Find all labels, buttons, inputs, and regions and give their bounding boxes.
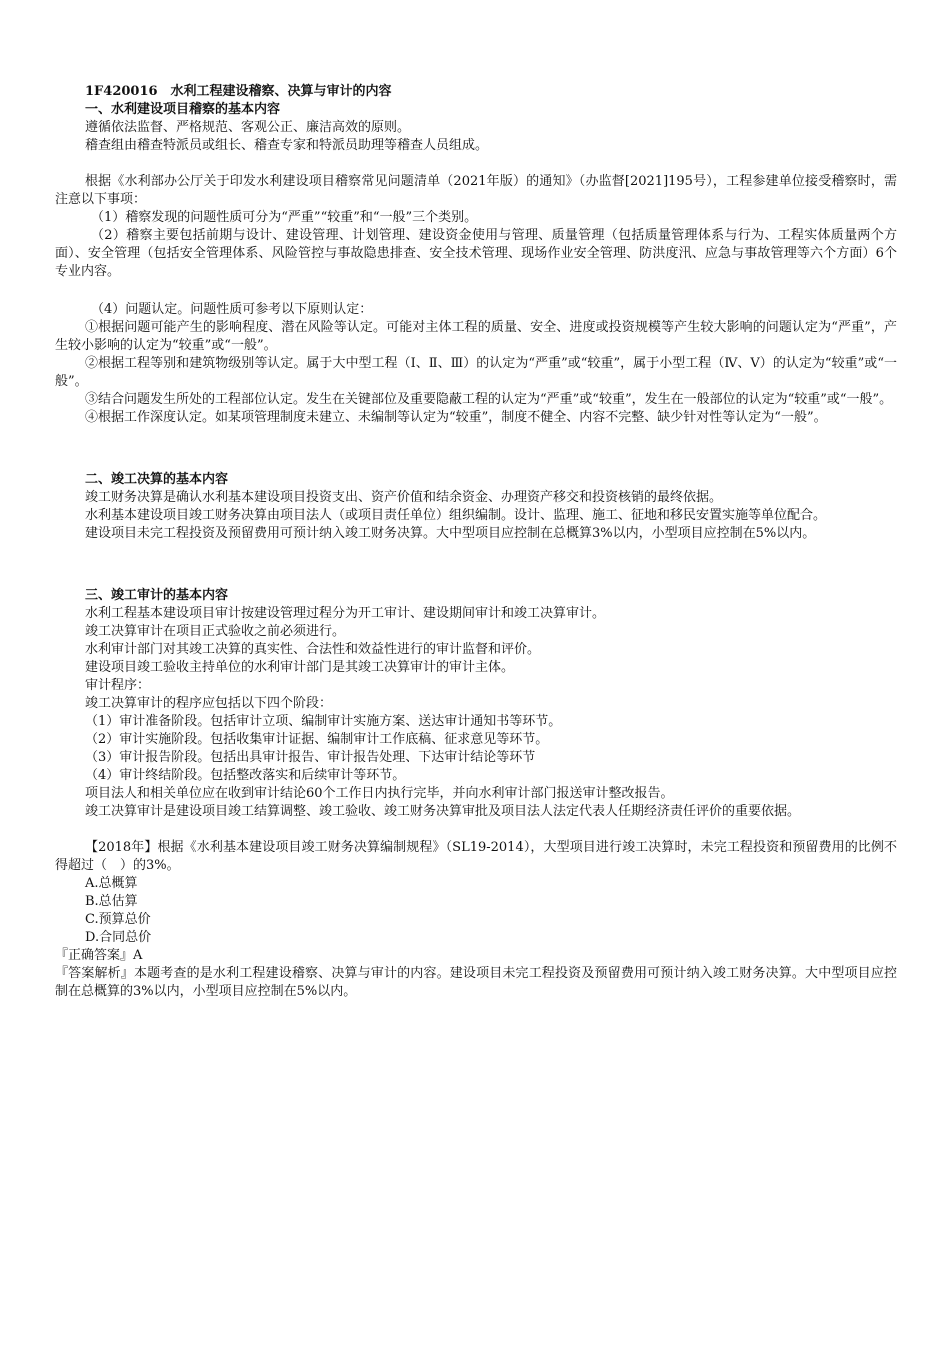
section-heading-inspection: 一、水利建设项目稽察的基本内容 [85, 102, 281, 117]
question-option: B.总估算 [85, 894, 138, 909]
audit-stage: （1）审计准备阶段。包括审计立项、编制审计实施方案、送达审计通知书等环节。 [85, 714, 562, 729]
question-stem: 【2018年】根据《水利基本建设项目竣工财务决算编制规程》（SL19-2014），大型项目进行竣工决算时，未完工程投资和预留费用的比例不得超过（ ）的3%。 [55, 840, 897, 873]
paragraph: 竣工决算审计是建设项目竣工结算调整、竣工验收、竣工财务决算审批及项目法人法定代表人任期经济责任评价的重要依据。 [85, 804, 801, 819]
paragraph: 建设项目未完工程投资及预留费用可预计纳入竣工财务决算。大中型项目应控制在总概算3%以内，小型项目应控制在5%以内。 [85, 526, 816, 541]
question-option: A.总概算 [85, 876, 138, 891]
criteria-item: ④根据工作深度认定。如某项管理制度未建立、未编制等认定为“较重”，制度不健全、内容不完整、缺少针对性等认定为“一般”。 [85, 410, 827, 425]
criteria-item: ①根据问题可能产生的影响程度、潜在风险等认定。可能对主体工程的质量、安全、进度或投资规模等产生较大影响的问题认定为“严重”，产生较小影响的认定为“较重”或“一般”。 [55, 320, 897, 353]
correct-answer: 『正确答案』A [55, 948, 143, 963]
paragraph: 水利基本建设项目竣工财务决算由项目法人（或项目责任单位）组织编制。设计、监理、施工、征地和移民安置实施等单位配合。 [85, 508, 827, 523]
question-option: C.预算总价 [85, 912, 151, 927]
list-item: （4）问题认定。问题性质可参考以下原则认定： [91, 302, 373, 317]
audit-stage: （4）审计终结阶段。包括整改落实和后续审计等环节。 [85, 768, 406, 783]
paragraph: 遵循依法监督、严格规范、客观公正、廉洁高效的原则。 [85, 120, 411, 135]
question-option: D.合同总价 [85, 930, 152, 945]
list-item: （1）稽察发现的问题性质可分为“严重”“较重”和“一般”三个类别。 [91, 210, 478, 225]
paragraph: 建设项目竣工验收主持单位的水利审计部门是其竣工决算审计的审计主体。 [85, 660, 515, 675]
section-heading-audit: 三、竣工审计的基本内容 [85, 588, 229, 603]
audit-stage: （3）审计报告阶段。包括出具审计报告、审计报告处理、下达审计结论等环节 [85, 750, 536, 765]
criteria-item: ③结合问题发生所处的工程部位认定。发生在关键部位及重要隐蔽工程的认定为“严重”或“较重”，发生在一般部位的认定为“较重”或“一般”。 [85, 392, 893, 407]
paragraph: 审计程序： [85, 678, 151, 693]
answer-analysis: 『答案解析』本题考查的是水利工程建设稽察、决算与审计的内容。建设项目未完工程投资及预留费用可预计纳入竣工财务决算。大中型项目应控制在总概算的3%以内，小型项目应控制在5%以内。 [55, 966, 897, 999]
document-body [55, 83, 897, 1001]
paragraph: 水利工程基本建设项目审计按建设管理过程分为开工审计、建设期间审计和竣工决算审计。 [85, 606, 606, 621]
paragraph: 稽查组由稽查特派员或组长、稽查专家和特派员助理等稽查人员组成。 [85, 138, 489, 153]
paragraph: 项目法人和相关单位应在收到审计结论60个工作日内执行完毕，并向水利审计部门报送审计整改报告。 [85, 786, 674, 801]
paragraph: 竣工决算审计的程序应包括以下四个阶段： [85, 696, 333, 711]
audit-stage: （2）审计实施阶段。包括收集审计证据、编制审计工作底稿、征求意见等环节。 [85, 732, 549, 747]
document-title: 1F420016 水利工程建设稽察、决算与审计的内容 [85, 84, 392, 99]
paragraph: 水利审计部门对其竣工决算的真实性、合法性和效益性进行的审计监督和评价。 [85, 642, 541, 657]
paragraph: 竣工决算审计在项目正式验收之前必须进行。 [85, 624, 346, 639]
section-heading-final-accounts: 二、竣工决算的基本内容 [85, 472, 229, 487]
criteria-item: ②根据工程等别和建筑物级别等认定。属于大中型工程（Ⅰ、Ⅱ、Ⅲ）的认定为“严重”或“较重”，属于小型工程（Ⅳ、Ⅴ）的认定为“较重”或“一般”。 [55, 356, 897, 389]
list-item: （2）稽察主要包括前期与设计、建设管理、计划管理、建设资金使用与管理、质量管理（包括质量管理体系与行为、工程实体质量两个方面）、安全管理（包括安全管理体系、风险管控与事故隐患排查、安全技术管理、现场作业安全管理、防洪度汛、应急与事故管理等六个方面）6个专业内容。 [55, 228, 897, 279]
paragraph: 竣工财务决算是确认水利基本建设项目投资支出、资产价值和结余资金、办理资产移交和投资核销的最终依据。 [85, 490, 723, 505]
paragraph: 根据《水利部办公厅关于印发水利建设项目稽察常见问题清单（2021年版）的通知》（办监督[2021]195号），工程参建单位接受稽察时，需注意以下事项： [55, 174, 897, 207]
